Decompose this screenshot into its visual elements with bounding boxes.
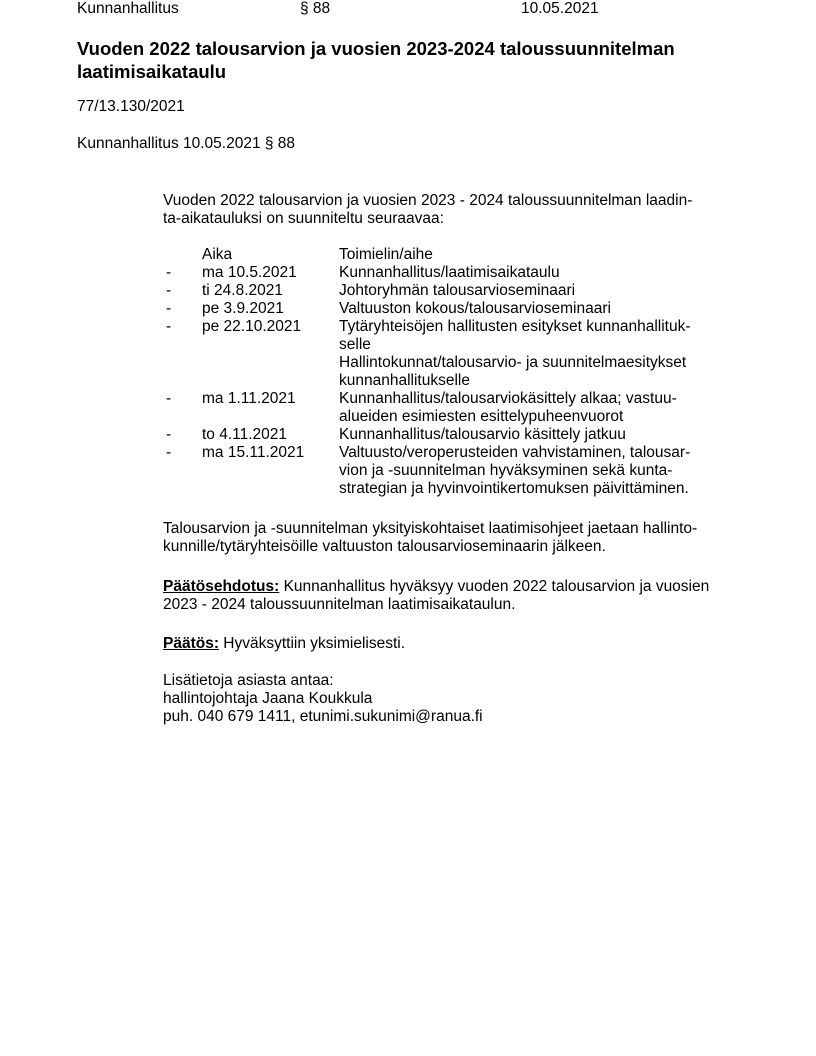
- row-topic: Valtuusto/veroperusteiden vahvistaminen, talousar-: [339, 444, 691, 461]
- contact-line: Lisätietoja asiasta antaa:: [163, 672, 334, 689]
- row-time: ma 10.5.2021: [202, 264, 297, 281]
- row-topic: Kunnanhallitus/talousarvio käsittely jatkuu: [339, 426, 626, 443]
- meeting-ref: Kunnanhallitus 10.05.2021 § 88: [77, 135, 296, 152]
- page-title: [77, 37, 675, 83]
- diary-number: 77/13.130/2021: [77, 98, 185, 115]
- row-time: ma 1.11.2021: [202, 390, 296, 407]
- row-time: to 4.11.2021: [202, 426, 288, 443]
- proposal-paragraph: [163, 578, 709, 614]
- intro-line: Vuoden 2022 talousarvion ja vuosien 2023 - 2024 taloussuunnitelman laadin-: [163, 192, 693, 209]
- row-topic: alueiden esimiesten esittelypuheenvuorot: [339, 408, 624, 425]
- col-time-header: Aika: [202, 246, 233, 263]
- intro-line: ta-aikatauluksi on suunniteltu seuraavaa:: [163, 210, 444, 227]
- instructions-line: kunnille/tytäryhteisöille valtuuston talousarvioseminaarin jälkeen.: [163, 538, 606, 555]
- row-time: pe 3.9.2021: [202, 300, 284, 317]
- intro-paragraph: [163, 192, 692, 228]
- row-topic: selle: [339, 336, 371, 353]
- contact-details: puh. 040 679 1411, etunimi.sukunimi@ranua.fi: [163, 708, 483, 725]
- row-topic: vion ja -suunnitelman hyväksyminen sekä kunta-: [339, 462, 673, 479]
- title-line: Vuoden 2022 talousarvion ja vuosien 2023-2024 taloussuunnitelman: [77, 38, 675, 59]
- row-topic: Kunnanhallitus/talousarviokäsittely alkaa; vastuu-: [339, 390, 677, 407]
- row-topic: Kunnanhallitus/laatimisaikataulu: [339, 264, 560, 281]
- row-topic: Hallintokunnat/talousarvio- ja suunnitelmaesitykset: [339, 354, 687, 371]
- row-bullet: -: [166, 282, 172, 299]
- title-line: laatimisaikataulu: [77, 61, 227, 82]
- row-bullet: -: [166, 444, 172, 461]
- row-topic: strategian ja hyvinvointikertomuksen päivittäminen.: [339, 480, 689, 497]
- row-topic: Tytäryhteisöjen hallitusten esitykset kunnanhallituk-: [339, 318, 691, 335]
- header-date: 10.05.2021: [521, 0, 599, 17]
- row-bullet: -: [166, 264, 172, 281]
- row-time: pe 22.10.2021: [202, 318, 302, 335]
- row-topic: Johtoryhmän talousarvioseminaari: [339, 282, 576, 299]
- row-bullet: -: [166, 318, 172, 335]
- row-bullet: -: [166, 300, 172, 317]
- proposal-label: Päätösehdotus:: [163, 578, 280, 595]
- proposal-text: Kunnanhallitus hyväksyy vuoden 2022 talousarvion ja vuosien: [279, 578, 710, 595]
- decision-text: Hyväksyttiin yksimielisesti.: [219, 635, 406, 652]
- row-bullet: -: [166, 390, 172, 407]
- header-body: Kunnanhallitus: [77, 0, 179, 17]
- decision-paragraph: [163, 635, 405, 653]
- row-topic: kunnanhallitukselle: [339, 372, 470, 389]
- row-time: ma 15.11.2021: [202, 444, 305, 461]
- instructions-line: Talousarvion ja -suunnitelman yksityiskohtaiset laatimisohjeet jaetaan hallinto-: [163, 520, 698, 537]
- contact-name: hallintojohtaja Jaana Koukkula: [163, 690, 373, 707]
- contact-info: [163, 672, 483, 726]
- row-time: ti 24.8.2021: [202, 282, 284, 299]
- col-topic-header: Toimielin/aihe: [339, 246, 433, 263]
- proposal-text: 2023 - 2024 taloussuunnitelman laatimisaikataulun.: [163, 596, 516, 613]
- decision-label: Päätös:: [163, 635, 219, 652]
- row-bullet: -: [166, 426, 172, 443]
- row-topic: Valtuuston kokous/talousarvioseminaari: [339, 300, 611, 317]
- instructions-paragraph: [163, 520, 697, 556]
- header-section: § 88: [300, 0, 331, 17]
